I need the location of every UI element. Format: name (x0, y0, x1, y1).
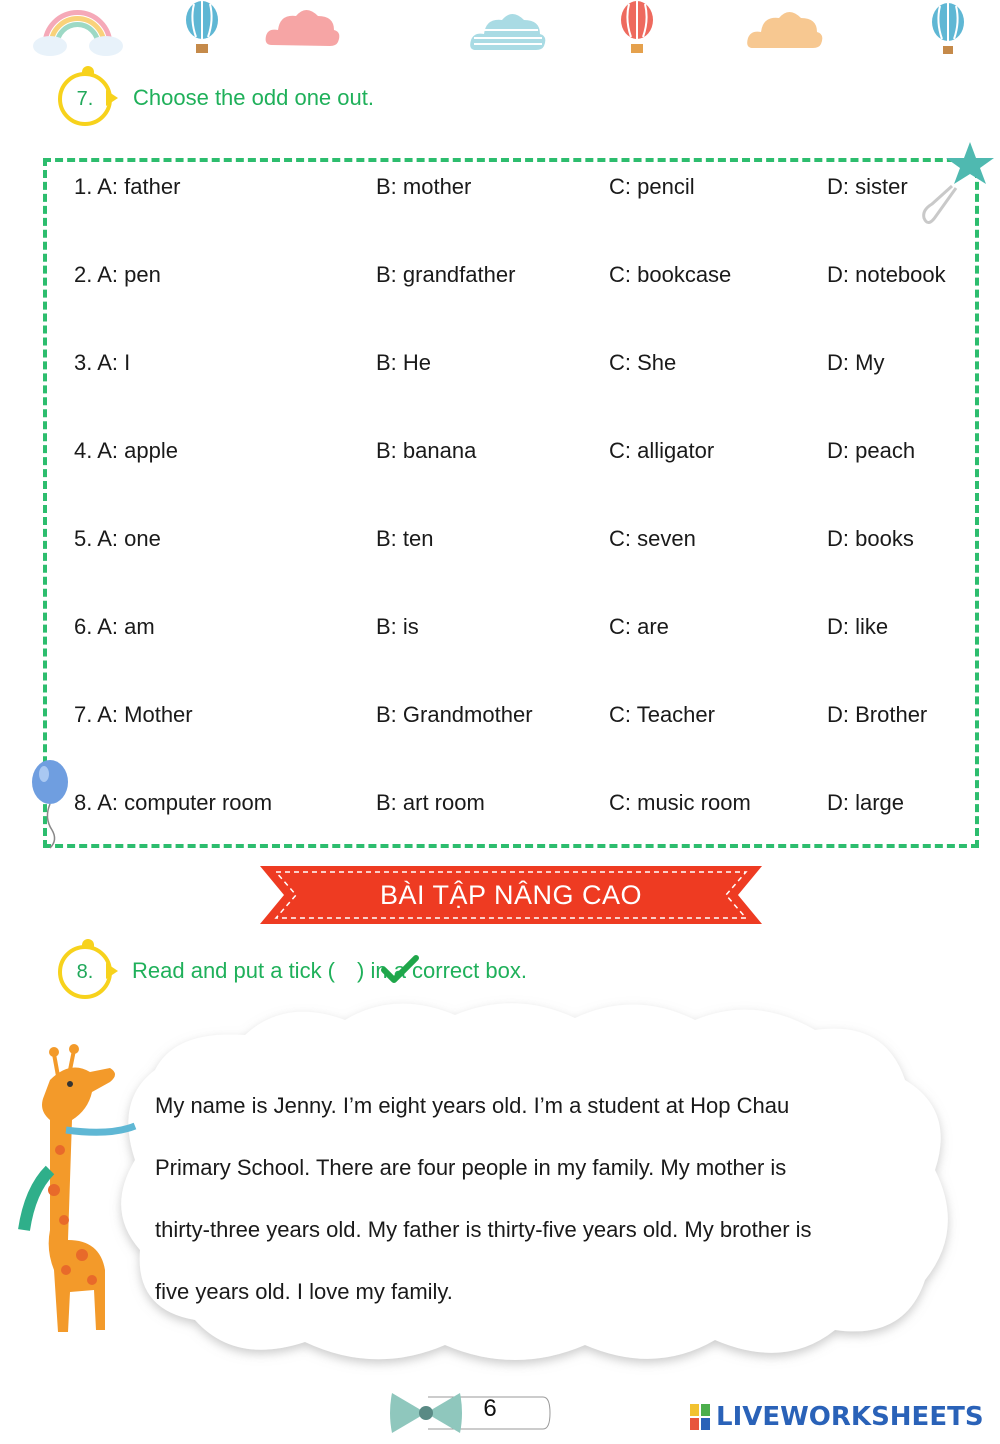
hot-air-balloon-icon (928, 0, 968, 60)
question-row (47, 702, 975, 742)
question-row (47, 438, 975, 478)
passage-line: My name is Jenny. I’m eight years old. I’m a student at Hop Chau (155, 1093, 790, 1118)
option-c[interactable]: C: She (609, 350, 677, 375)
passage-line: five years old. I love my family. (155, 1279, 453, 1304)
option-d[interactable]: D: My (827, 350, 885, 375)
star-pin-icon (918, 138, 998, 228)
option-a[interactable]: 4. A: apple (74, 438, 178, 463)
option-b[interactable]: B: banana (376, 438, 477, 463)
checkmark-icon (380, 954, 420, 984)
option-b[interactable]: B: art room (376, 790, 485, 815)
option-b[interactable]: B: He (376, 350, 432, 375)
option-a[interactable]: 3. A: I (74, 350, 131, 375)
option-d[interactable]: D: Brother (827, 702, 928, 727)
balloon-icon (28, 758, 72, 850)
cloud-icon (745, 0, 825, 60)
option-a[interactable]: 8. A: computer room (74, 790, 273, 815)
cloud-icon (262, 0, 342, 60)
option-a[interactable]: 6. A: am (74, 614, 155, 639)
rainbow-icon (30, 0, 125, 60)
option-a[interactable]: 1. A: father (74, 174, 181, 199)
option-b[interactable]: B: grandfather (376, 262, 516, 287)
reading-passage (155, 1075, 915, 1323)
cloud-icon (468, 0, 548, 60)
option-c[interactable]: C: pencil (609, 174, 695, 199)
option-c[interactable]: C: Teacher (609, 702, 715, 727)
question-row (47, 262, 975, 302)
banner-title: BÀI TẬP NÂNG CAO (379, 879, 643, 910)
option-d[interactable]: D: notebook (827, 262, 946, 287)
option-b[interactable]: B: is (376, 614, 419, 639)
question-row (47, 614, 975, 654)
option-c[interactable]: C: music room (609, 790, 751, 815)
option-c[interactable]: C: bookcase (609, 262, 732, 287)
option-a[interactable]: 5. A: one (74, 526, 161, 551)
option-d[interactable]: D: books (827, 526, 914, 551)
option-a[interactable]: 7. A: Mother (74, 702, 193, 727)
option-d[interactable]: D: peach (827, 438, 916, 463)
page-number: 6 (483, 1395, 497, 1422)
question-row (47, 350, 975, 390)
liveworksheets-logo-icon (690, 1404, 710, 1430)
passage-line: thirty-three years old. My father is thirty-five years old. My brother is (155, 1217, 812, 1242)
question-number: 7. (76, 87, 94, 110)
passage-line: Primary School. There are four people in my family. My mother is (155, 1155, 787, 1180)
section-title (132, 958, 527, 984)
question-number: 8. (76, 960, 94, 983)
giraffe-icon (10, 1040, 145, 1340)
question-row (47, 174, 975, 214)
option-c[interactable]: C: are (609, 614, 669, 639)
brand-name: LIVEWORKSHEETS (716, 1402, 984, 1432)
advanced-exercise-banner (260, 866, 762, 924)
option-d[interactable]: D: like (827, 614, 889, 639)
option-b[interactable]: B: mother (376, 174, 472, 199)
exercise-box (43, 158, 979, 848)
section-title-start: Read and put a tick ( (132, 958, 336, 983)
option-d[interactable]: D: large (827, 790, 905, 815)
question-number-badge (58, 72, 112, 126)
option-c[interactable]: C: alligator (609, 438, 715, 463)
option-b[interactable]: B: Grandmother (376, 702, 533, 727)
hot-air-balloon-icon (182, 0, 222, 60)
section-title-end: ) in a correct box. (357, 958, 527, 983)
option-c[interactable]: C: seven (609, 526, 696, 551)
question-row (47, 526, 975, 566)
hot-air-balloon-icon (617, 0, 657, 60)
option-b[interactable]: B: ten (376, 526, 434, 551)
option-a[interactable]: 2. A: pen (74, 262, 161, 287)
question-row (47, 790, 975, 830)
option-d[interactable]: D: sister (827, 174, 908, 199)
section-title: Choose the odd one out. (133, 85, 374, 110)
